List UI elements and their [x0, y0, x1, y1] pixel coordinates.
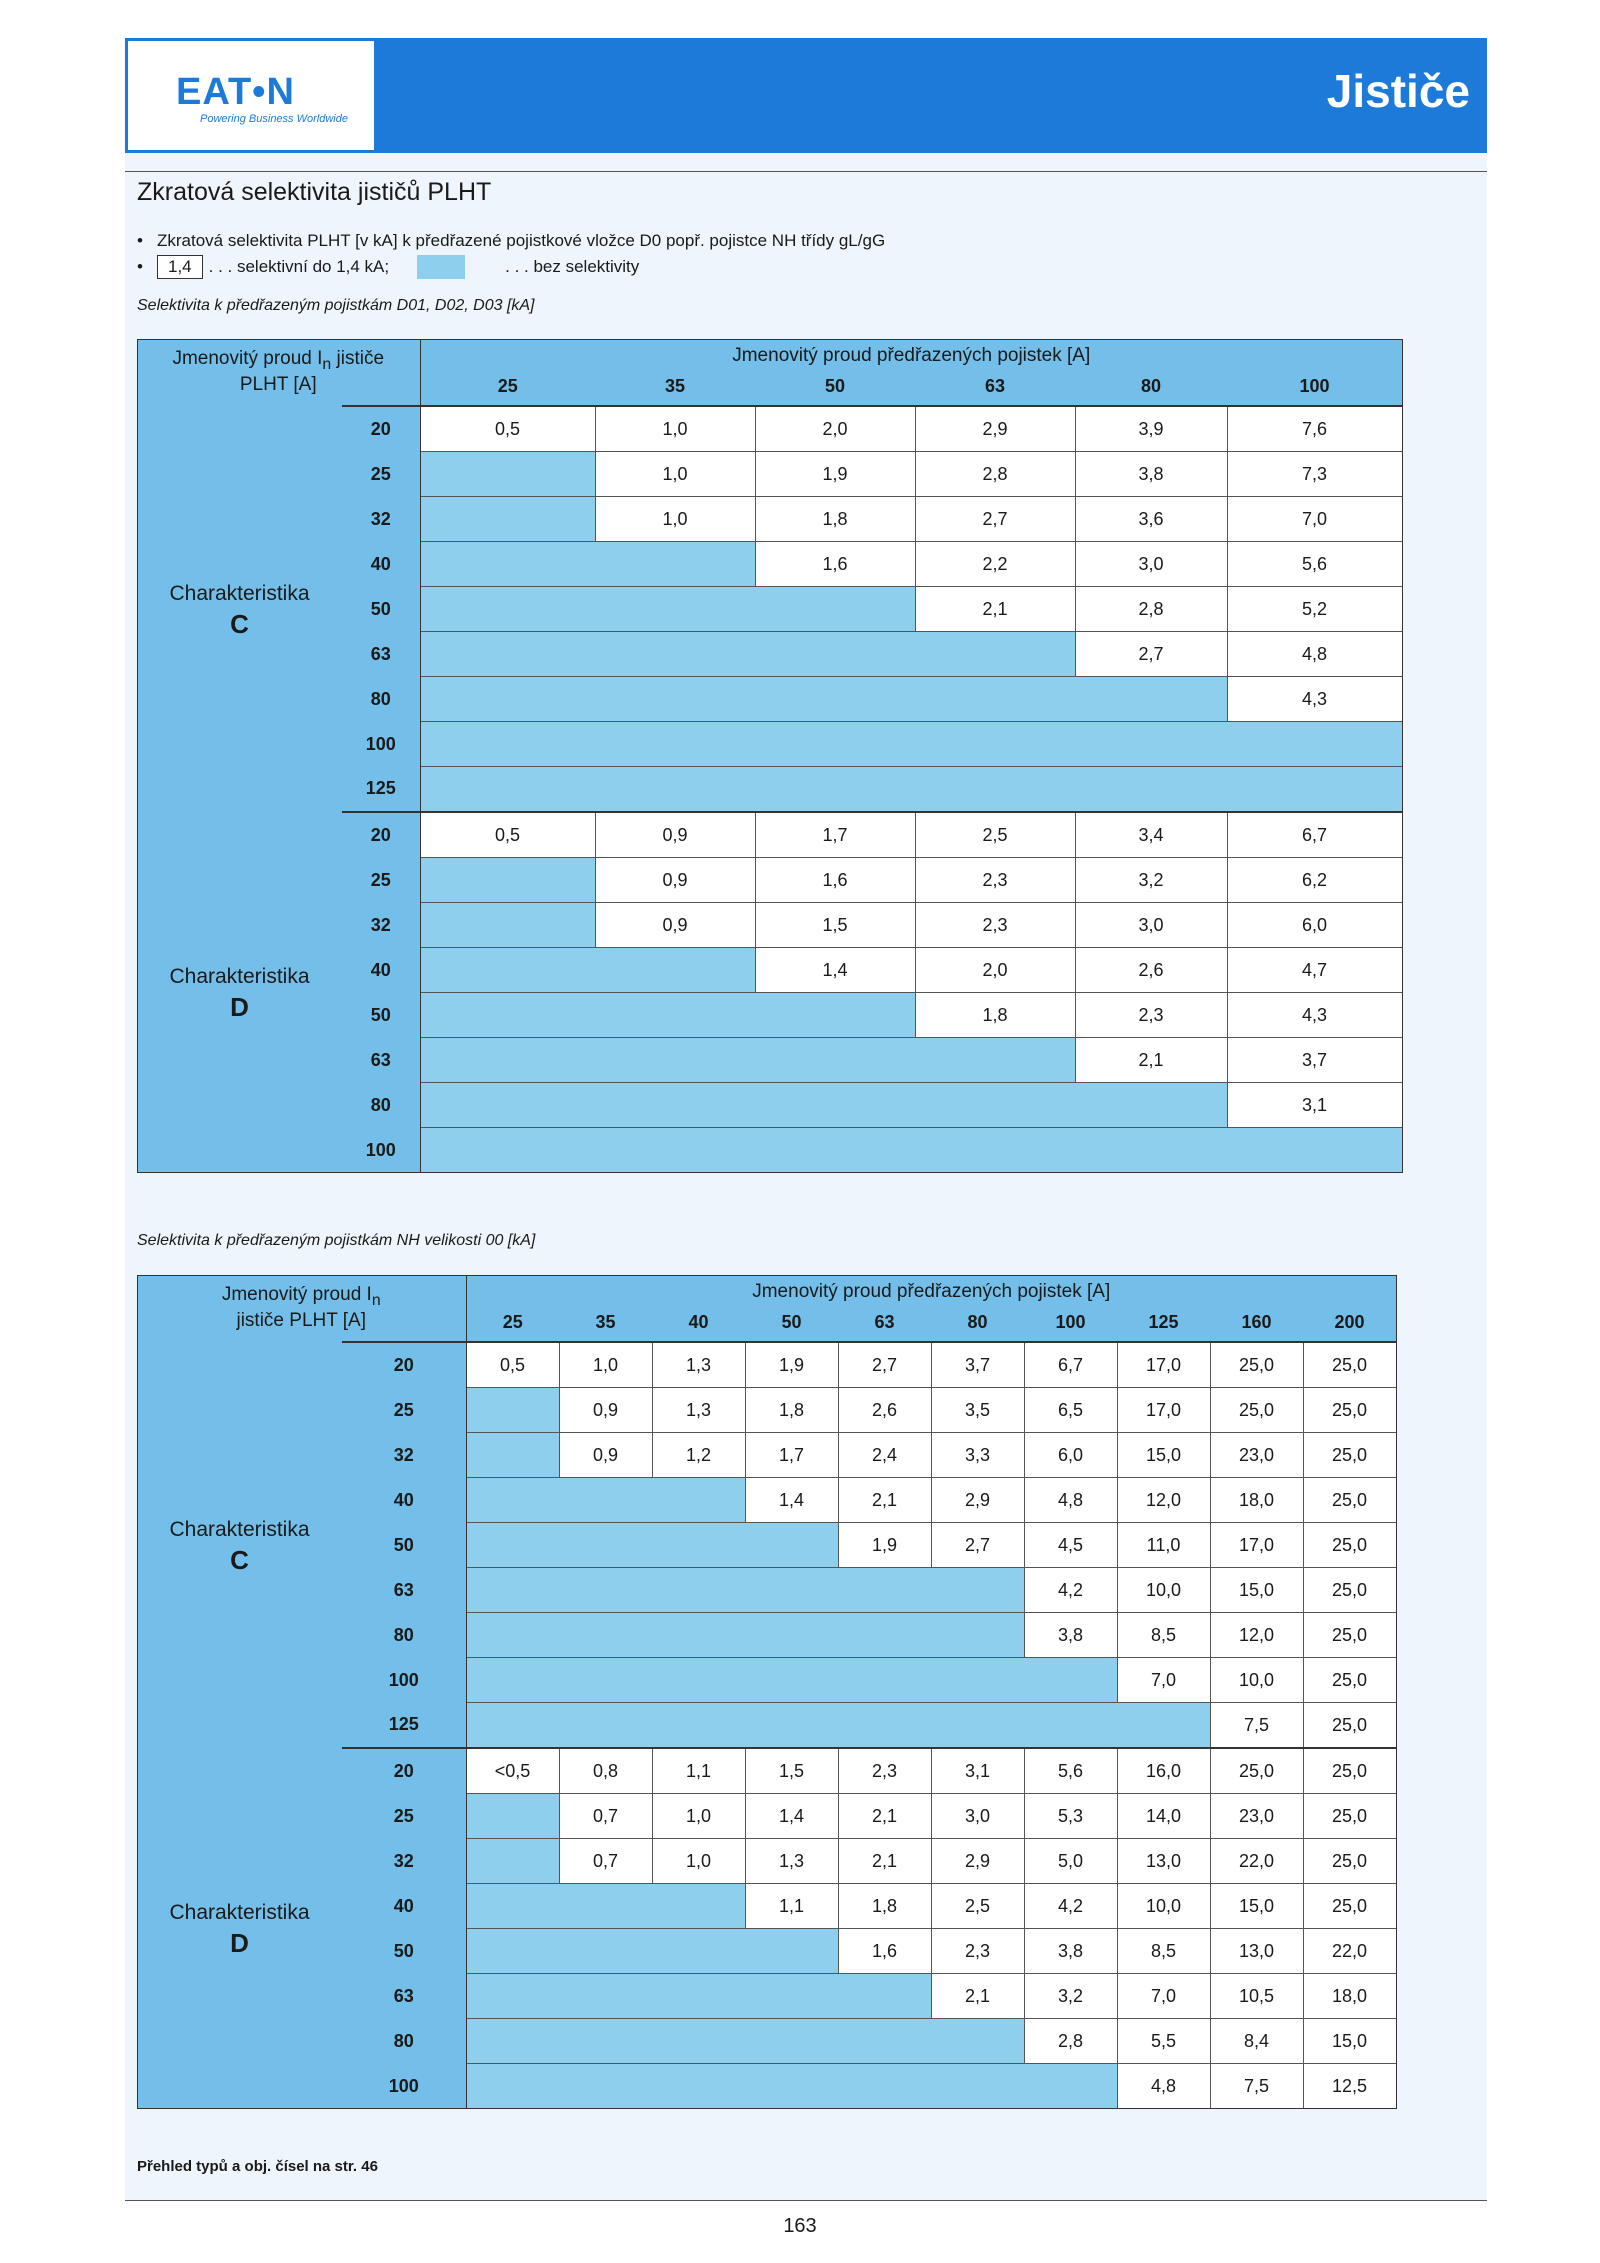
no-selectivity-cell — [466, 1523, 838, 1568]
selectivity-value: 12,0 — [1117, 1478, 1210, 1523]
no-selectivity-cell — [466, 1568, 1024, 1613]
column-header: 100 — [1227, 367, 1402, 406]
breaker-current-label: 63 — [342, 1568, 466, 1613]
selectivity-value: 6,2 — [1227, 858, 1402, 903]
selectivity-value: 5,0 — [1024, 1839, 1117, 1884]
selectivity-value: 3,7 — [931, 1342, 1024, 1388]
no-selectivity-cell — [420, 677, 1227, 722]
selectivity-value: 17,0 — [1117, 1342, 1210, 1388]
selectivity-value: 1,6 — [755, 858, 915, 903]
selectivity-value: 25,0 — [1303, 1658, 1396, 1703]
selectivity-value: 3,1 — [1227, 1083, 1402, 1128]
selectivity-value: 2,1 — [931, 1974, 1024, 2019]
selectivity-value: 2,1 — [1075, 1038, 1227, 1083]
corner-header-unit: PLHT [A] — [239, 373, 317, 395]
selectivity-value: 2,5 — [931, 1884, 1024, 1929]
characteristic-letter: C — [230, 1544, 249, 1575]
selectivity-value: 22,0 — [1210, 1839, 1303, 1884]
page-header-title: Jističe — [1326, 65, 1470, 117]
selectivity-value: 25,0 — [1303, 1794, 1396, 1839]
characteristic-letter: D — [230, 1927, 249, 1958]
column-header: 35 — [559, 1303, 652, 1342]
no-selectivity-cell — [466, 2019, 1024, 2064]
breaker-current-label: 80 — [342, 677, 420, 722]
table-row — [137, 1342, 1396, 1388]
selectivity-value: 2,8 — [1024, 2019, 1117, 2064]
column-header: 63 — [915, 367, 1075, 406]
selectivity-value: 1,8 — [838, 1884, 931, 1929]
legend-no-selectivity-text: . . . bez selektivity — [505, 257, 640, 276]
bullet-item: • Zkratová selektivita PLHT [v kA] k předřazené pojistkové vložce D0 popř. pojistce NH třídy gL/gG — [137, 228, 885, 254]
selectivity-value: 15,0 — [1117, 1433, 1210, 1478]
selectivity-value: 25,0 — [1303, 1613, 1396, 1658]
selectivity-value: 2,3 — [838, 1748, 931, 1794]
table2-grid — [137, 1275, 1397, 2109]
selectivity-value: 4,2 — [1024, 1884, 1117, 1929]
selectivity-value: 1,0 — [559, 1342, 652, 1388]
selectivity-value: 1,7 — [745, 1433, 838, 1478]
selectivity-value: 1,8 — [755, 497, 915, 542]
selectivity-value: 10,0 — [1210, 1658, 1303, 1703]
selectivity-value: 0,5 — [420, 406, 595, 452]
no-selectivity-cell — [420, 542, 755, 587]
breaker-current-label: 63 — [342, 1038, 420, 1083]
column-header: 50 — [755, 367, 915, 406]
selectivity-value: 0,8 — [559, 1748, 652, 1794]
column-header: 25 — [466, 1303, 559, 1342]
no-selectivity-cell — [420, 452, 595, 497]
selectivity-value: 0,9 — [559, 1388, 652, 1433]
selectivity-value: 8,4 — [1210, 2019, 1303, 2064]
selectivity-value: 8,5 — [1117, 1929, 1210, 1974]
column-header: 80 — [1075, 367, 1227, 406]
selectivity-value: 3,6 — [1075, 497, 1227, 542]
selectivity-value: 14,0 — [1117, 1794, 1210, 1839]
selectivity-value: 4,2 — [1024, 1568, 1117, 1613]
column-header: 50 — [745, 1303, 838, 1342]
footnote: Přehled typů a obj. čísel na str. 46 — [137, 2158, 378, 2175]
selectivity-value: 2,1 — [838, 1478, 931, 1523]
selectivity-value: 2,1 — [838, 1794, 931, 1839]
selectivity-value: 2,8 — [1075, 587, 1227, 632]
corner-header-label: Jmenovitý proud I — [172, 348, 323, 370]
selectivity-value: 25,0 — [1303, 1478, 1396, 1523]
selectivity-value: 7,3 — [1227, 452, 1402, 497]
selectivity-value: 2,9 — [931, 1478, 1024, 1523]
selectivity-value: 13,0 — [1117, 1839, 1210, 1884]
selectivity-value: 0,5 — [420, 812, 595, 858]
selectivity-value: 4,8 — [1024, 1478, 1117, 1523]
legend-selective-text: . . . selektivní do 1,4 kA; — [208, 257, 390, 276]
selectivity-value: 25,0 — [1303, 1342, 1396, 1388]
breaker-current-label: 80 — [342, 1083, 420, 1128]
selectivity-value: 1,0 — [652, 1839, 745, 1884]
selectivity-value: 3,9 — [1075, 406, 1227, 452]
breaker-current-label: 25 — [342, 1388, 466, 1433]
bullet-item-legend: • 1,4 . . . selektivní do 1,4 kA; . . . bez selektivity — [137, 254, 885, 280]
selectivity-value: 7,0 — [1117, 1974, 1210, 2019]
breaker-current-label: 25 — [342, 858, 420, 903]
no-selectivity-cell — [420, 948, 755, 993]
selectivity-value: 1,4 — [745, 1478, 838, 1523]
breaker-current-label: 50 — [342, 587, 420, 632]
selectivity-value: 12,5 — [1303, 2064, 1396, 2109]
no-selectivity-cell — [420, 497, 595, 542]
no-selectivity-cell — [466, 1794, 559, 1839]
corner-header-label: Jmenovitý proud I — [221, 1284, 372, 1306]
selectivity-value: <0,5 — [466, 1748, 559, 1794]
no-selectivity-cell — [420, 1038, 1075, 1083]
no-selectivity-cell — [420, 767, 1402, 813]
selectivity-value: 23,0 — [1210, 1794, 1303, 1839]
selectivity-value: 1,3 — [652, 1388, 745, 1433]
breaker-current-label: 50 — [342, 993, 420, 1038]
no-selectivity-cell — [420, 993, 915, 1038]
selectivity-value: 1,4 — [755, 948, 915, 993]
characteristic-label — [137, 812, 342, 1173]
selectivity-value: 25,0 — [1210, 1342, 1303, 1388]
legend-no-selectivity-swatch — [417, 255, 465, 279]
no-selectivity-cell — [420, 632, 1075, 677]
selectivity-value: 1,6 — [755, 542, 915, 587]
selectivity-value: 4,3 — [1227, 993, 1402, 1038]
bullet-list — [137, 228, 885, 280]
breaker-current-label: 25 — [342, 452, 420, 497]
selectivity-value: 6,5 — [1024, 1388, 1117, 1433]
column-header: 100 — [1024, 1303, 1117, 1342]
selectivity-value: 0,9 — [595, 812, 755, 858]
selectivity-value: 3,2 — [1075, 858, 1227, 903]
selectivity-value: 3,1 — [931, 1748, 1024, 1794]
characteristic-name: Charakteristika — [169, 1900, 310, 1924]
selectivity-value: 5,2 — [1227, 587, 1402, 632]
breaker-current-label: 40 — [342, 1884, 466, 1929]
selectivity-value: 3,5 — [931, 1388, 1024, 1433]
column-header: 25 — [420, 367, 595, 406]
selectivity-value: 10,0 — [1117, 1884, 1210, 1929]
selectivity-value: 2,1 — [838, 1839, 931, 1884]
selectivity-value: 12,0 — [1210, 1613, 1303, 1658]
no-selectivity-cell — [466, 1974, 931, 2019]
no-selectivity-cell — [420, 1128, 1402, 1173]
column-header: 35 — [595, 367, 755, 406]
fuse-current-header: Jmenovitý proud předřazených pojistek [A] — [466, 1275, 1396, 1303]
divider — [125, 2200, 1487, 2201]
no-selectivity-cell — [466, 2064, 1117, 2109]
breaker-current-label: 125 — [342, 767, 420, 813]
column-header: 40 — [652, 1303, 745, 1342]
selectivity-value: 3,0 — [931, 1794, 1024, 1839]
selectivity-value: 13,0 — [1210, 1929, 1303, 1974]
selectivity-value: 1,7 — [755, 812, 915, 858]
logo-tagline: Powering Business Worldwide — [200, 113, 348, 125]
selectivity-value: 1,9 — [838, 1523, 931, 1568]
selectivity-value: 4,5 — [1024, 1523, 1117, 1568]
selectivity-value: 2,6 — [838, 1388, 931, 1433]
selectivity-value: 25,0 — [1303, 1703, 1396, 1749]
selectivity-value: 2,9 — [931, 1839, 1024, 1884]
selectivity-value: 10,0 — [1117, 1568, 1210, 1613]
selectivity-value: 18,0 — [1210, 1478, 1303, 1523]
breaker-current-label: 25 — [342, 1794, 466, 1839]
selectivity-value: 25,0 — [1210, 1388, 1303, 1433]
bullet-text: Zkratová selektivita PLHT [v kA] k předřazené pojistkové vložce D0 popř. pojistce NH třídy gL/gG — [157, 231, 886, 250]
characteristic-letter: D — [230, 991, 249, 1022]
selectivity-value: 1,0 — [595, 406, 755, 452]
selectivity-value: 2,9 — [915, 406, 1075, 452]
selectivity-value: 2,0 — [755, 406, 915, 452]
selectivity-value: 2,5 — [915, 812, 1075, 858]
breaker-current-label: 100 — [342, 1128, 420, 1173]
logo-wordmark: EAT•N — [176, 71, 295, 113]
selectivity-value: 2,6 — [1075, 948, 1227, 993]
breaker-current-label: 20 — [342, 1748, 466, 1794]
selectivity-value: 3,8 — [1075, 452, 1227, 497]
page-number: 163 — [783, 2215, 817, 2237]
selectivity-value: 15,0 — [1303, 2019, 1396, 2064]
selectivity-value: 2,7 — [915, 497, 1075, 542]
breaker-current-label: 40 — [342, 542, 420, 587]
selectivity-value: 2,3 — [931, 1929, 1024, 1974]
selectivity-value: 18,0 — [1303, 1974, 1396, 2019]
selectivity-value: 1,8 — [745, 1388, 838, 1433]
breaker-current-label: 80 — [342, 1613, 466, 1658]
breaker-current-label: 20 — [342, 406, 420, 452]
characteristic-label — [137, 1342, 342, 1748]
selectivity-value: 7,5 — [1210, 1703, 1303, 1749]
selectivity-value: 1,5 — [755, 903, 915, 948]
breaker-current-label: 32 — [342, 903, 420, 948]
selectivity-value: 6,0 — [1024, 1433, 1117, 1478]
selectivity-value: 4,8 — [1117, 2064, 1210, 2109]
characteristic-name: Charakteristika — [169, 964, 310, 988]
selectivity-value: 3,7 — [1227, 1038, 1402, 1083]
no-selectivity-cell — [466, 1613, 1024, 1658]
corner-header-subscript: n — [322, 355, 332, 373]
column-header: 160 — [1210, 1303, 1303, 1342]
breaker-current-label: 100 — [342, 722, 420, 767]
selectivity-value: 1,1 — [745, 1884, 838, 1929]
breaker-current-label: 63 — [342, 632, 420, 677]
selectivity-value: 6,0 — [1227, 903, 1402, 948]
no-selectivity-cell — [466, 1929, 838, 1974]
selectivity-value: 7,0 — [1117, 1658, 1210, 1703]
breaker-current-label: 20 — [342, 1342, 466, 1388]
selectivity-value: 7,0 — [1227, 497, 1402, 542]
selectivity-value: 10,5 — [1210, 1974, 1303, 2019]
selectivity-value: 4,8 — [1227, 632, 1402, 677]
section-title: Zkratová selektivita jističů PLHT — [137, 178, 492, 206]
selectivity-value: 0,9 — [595, 858, 755, 903]
corner-header-subscript: n — [371, 1291, 381, 1309]
breaker-current-label: 20 — [342, 812, 420, 858]
selectivity-value: 2,2 — [915, 542, 1075, 587]
characteristic-label — [137, 1748, 342, 2109]
selectivity-value: 17,0 — [1210, 1523, 1303, 1568]
selectivity-value: 1,9 — [745, 1342, 838, 1388]
corner-header-label-suffix: jističe — [331, 348, 385, 370]
selectivity-value: 8,5 — [1117, 1613, 1210, 1658]
breaker-current-label: 40 — [342, 1478, 466, 1523]
selectivity-value: 4,7 — [1227, 948, 1402, 993]
selectivity-value: 23,0 — [1210, 1433, 1303, 1478]
selectivity-value: 1,4 — [745, 1794, 838, 1839]
selectivity-value: 5,6 — [1024, 1748, 1117, 1794]
table1-caption: Selektivita k předřazeným pojistkám D01, D02, D03 [kA] — [137, 297, 535, 314]
selectivity-value: 2,8 — [915, 452, 1075, 497]
no-selectivity-cell — [466, 1478, 745, 1523]
selectivity-value: 16,0 — [1117, 1748, 1210, 1794]
selectivity-value: 0,7 — [559, 1794, 652, 1839]
selectivity-value: 3,8 — [1024, 1929, 1117, 1974]
selectivity-value: 25,0 — [1303, 1839, 1396, 1884]
breaker-current-label: 32 — [342, 497, 420, 542]
selectivity-value: 22,0 — [1303, 1929, 1396, 1974]
breaker-current-label: 80 — [342, 2019, 466, 2064]
no-selectivity-cell — [420, 903, 595, 948]
breaker-current-label: 100 — [342, 1658, 466, 1703]
characteristic-name: Charakteristika — [169, 1517, 310, 1541]
characteristic-name: Charakteristika — [169, 581, 310, 605]
no-selectivity-cell — [466, 1433, 559, 1478]
selectivity-value: 1,9 — [755, 452, 915, 497]
table-row — [137, 1748, 1396, 1794]
selectivity-value: 25,0 — [1210, 1748, 1303, 1794]
selectivity-value: 0,7 — [559, 1839, 652, 1884]
characteristic-label — [137, 406, 342, 812]
selectivity-value: 25,0 — [1303, 1523, 1396, 1568]
eaton-logo — [128, 41, 374, 150]
no-selectivity-cell — [420, 858, 595, 903]
selectivity-value: 2,4 — [838, 1433, 931, 1478]
column-header: 80 — [931, 1303, 1024, 1342]
selectivity-value: 5,6 — [1227, 542, 1402, 587]
selectivity-value: 15,0 — [1210, 1568, 1303, 1613]
selectivity-value: 11,0 — [1117, 1523, 1210, 1568]
selectivity-value: 3,0 — [1075, 542, 1227, 587]
breaker-current-label: 50 — [342, 1523, 466, 1568]
fuse-current-header: Jmenovitý proud předřazených pojistek [A] — [420, 339, 1402, 367]
breaker-current-label: 100 — [342, 2064, 466, 2109]
table2-caption: Selektivita k předřazeným pojistkám NH velikosti 00 [kA] — [137, 1232, 536, 1249]
selectivity-value: 1,2 — [652, 1433, 745, 1478]
selectivity-value: 2,3 — [1075, 993, 1227, 1038]
selectivity-value: 1,1 — [652, 1748, 745, 1794]
selectivity-value: 1,5 — [745, 1748, 838, 1794]
no-selectivity-cell — [466, 1884, 745, 1929]
selectivity-value: 4,3 — [1227, 677, 1402, 722]
selectivity-value: 1,8 — [915, 993, 1075, 1038]
corner-header-unit: jističe PLHT [A] — [236, 1309, 367, 1331]
selectivity-value: 3,4 — [1075, 812, 1227, 858]
table-row — [137, 406, 1402, 452]
no-selectivity-cell — [466, 1839, 559, 1884]
selectivity-value: 7,6 — [1227, 406, 1402, 452]
selectivity-value: 2,3 — [915, 858, 1075, 903]
selectivity-value: 1,6 — [838, 1929, 931, 1974]
selectivity-value: 1,0 — [652, 1794, 745, 1839]
selectivity-value: 25,0 — [1303, 1884, 1396, 1929]
selectivity-value: 25,0 — [1303, 1388, 1396, 1433]
selectivity-value: 6,7 — [1024, 1342, 1117, 1388]
selectivity-value: 1,0 — [595, 497, 755, 542]
selectivity-value: 25,0 — [1303, 1748, 1396, 1794]
breaker-current-label: 125 — [342, 1703, 466, 1749]
selectivity-value: 2,3 — [915, 903, 1075, 948]
selectivity-value: 25,0 — [1303, 1568, 1396, 1613]
selectivity-value: 0,9 — [559, 1433, 652, 1478]
selectivity-value: 2,7 — [838, 1342, 931, 1388]
selectivity-value: 2,7 — [931, 1523, 1024, 1568]
selectivity-value: 2,1 — [915, 587, 1075, 632]
corner-header — [137, 339, 420, 406]
no-selectivity-cell — [466, 1388, 559, 1433]
selectivity-value: 1,0 — [595, 452, 755, 497]
no-selectivity-cell — [420, 587, 915, 632]
selectivity-value: 15,0 — [1210, 1884, 1303, 1929]
corner-header — [137, 1275, 466, 1342]
no-selectivity-cell — [466, 1658, 1117, 1703]
selectivity-value: 3,8 — [1024, 1613, 1117, 1658]
selectivity-value: 0,9 — [595, 903, 755, 948]
selectivity-value: 2,0 — [915, 948, 1075, 993]
selectivity-value: 5,5 — [1117, 2019, 1210, 2064]
selectivity-value: 3,2 — [1024, 1974, 1117, 2019]
selectivity-value: 1,3 — [652, 1342, 745, 1388]
selectivity-value: 17,0 — [1117, 1388, 1210, 1433]
selectivity-value: 3,3 — [931, 1433, 1024, 1478]
selectivity-value: 3,0 — [1075, 903, 1227, 948]
column-header: 125 — [1117, 1303, 1210, 1342]
breaker-current-label: 63 — [342, 1974, 466, 2019]
characteristic-letter: C — [230, 608, 249, 639]
no-selectivity-cell — [466, 1703, 1210, 1749]
breaker-current-label: 32 — [342, 1839, 466, 1884]
no-selectivity-cell — [420, 722, 1402, 767]
column-header: 200 — [1303, 1303, 1396, 1342]
breaker-current-label: 50 — [342, 1929, 466, 1974]
selectivity-value: 1,3 — [745, 1839, 838, 1884]
column-header: 63 — [838, 1303, 931, 1342]
selectivity-value: 0,5 — [466, 1342, 559, 1388]
selectivity-value: 2,7 — [1075, 632, 1227, 677]
table-row — [137, 812, 1402, 858]
selectivity-value: 25,0 — [1303, 1433, 1396, 1478]
legend-selective-box: 1,4 — [157, 255, 203, 279]
selectivity-value: 6,7 — [1227, 812, 1402, 858]
table1-grid — [137, 339, 1403, 1173]
breaker-current-label: 32 — [342, 1433, 466, 1478]
selectivity-value: 5,3 — [1024, 1794, 1117, 1839]
no-selectivity-cell — [420, 1083, 1227, 1128]
selectivity-value: 7,5 — [1210, 2064, 1303, 2109]
divider — [125, 171, 1487, 172]
breaker-current-label: 40 — [342, 948, 420, 993]
